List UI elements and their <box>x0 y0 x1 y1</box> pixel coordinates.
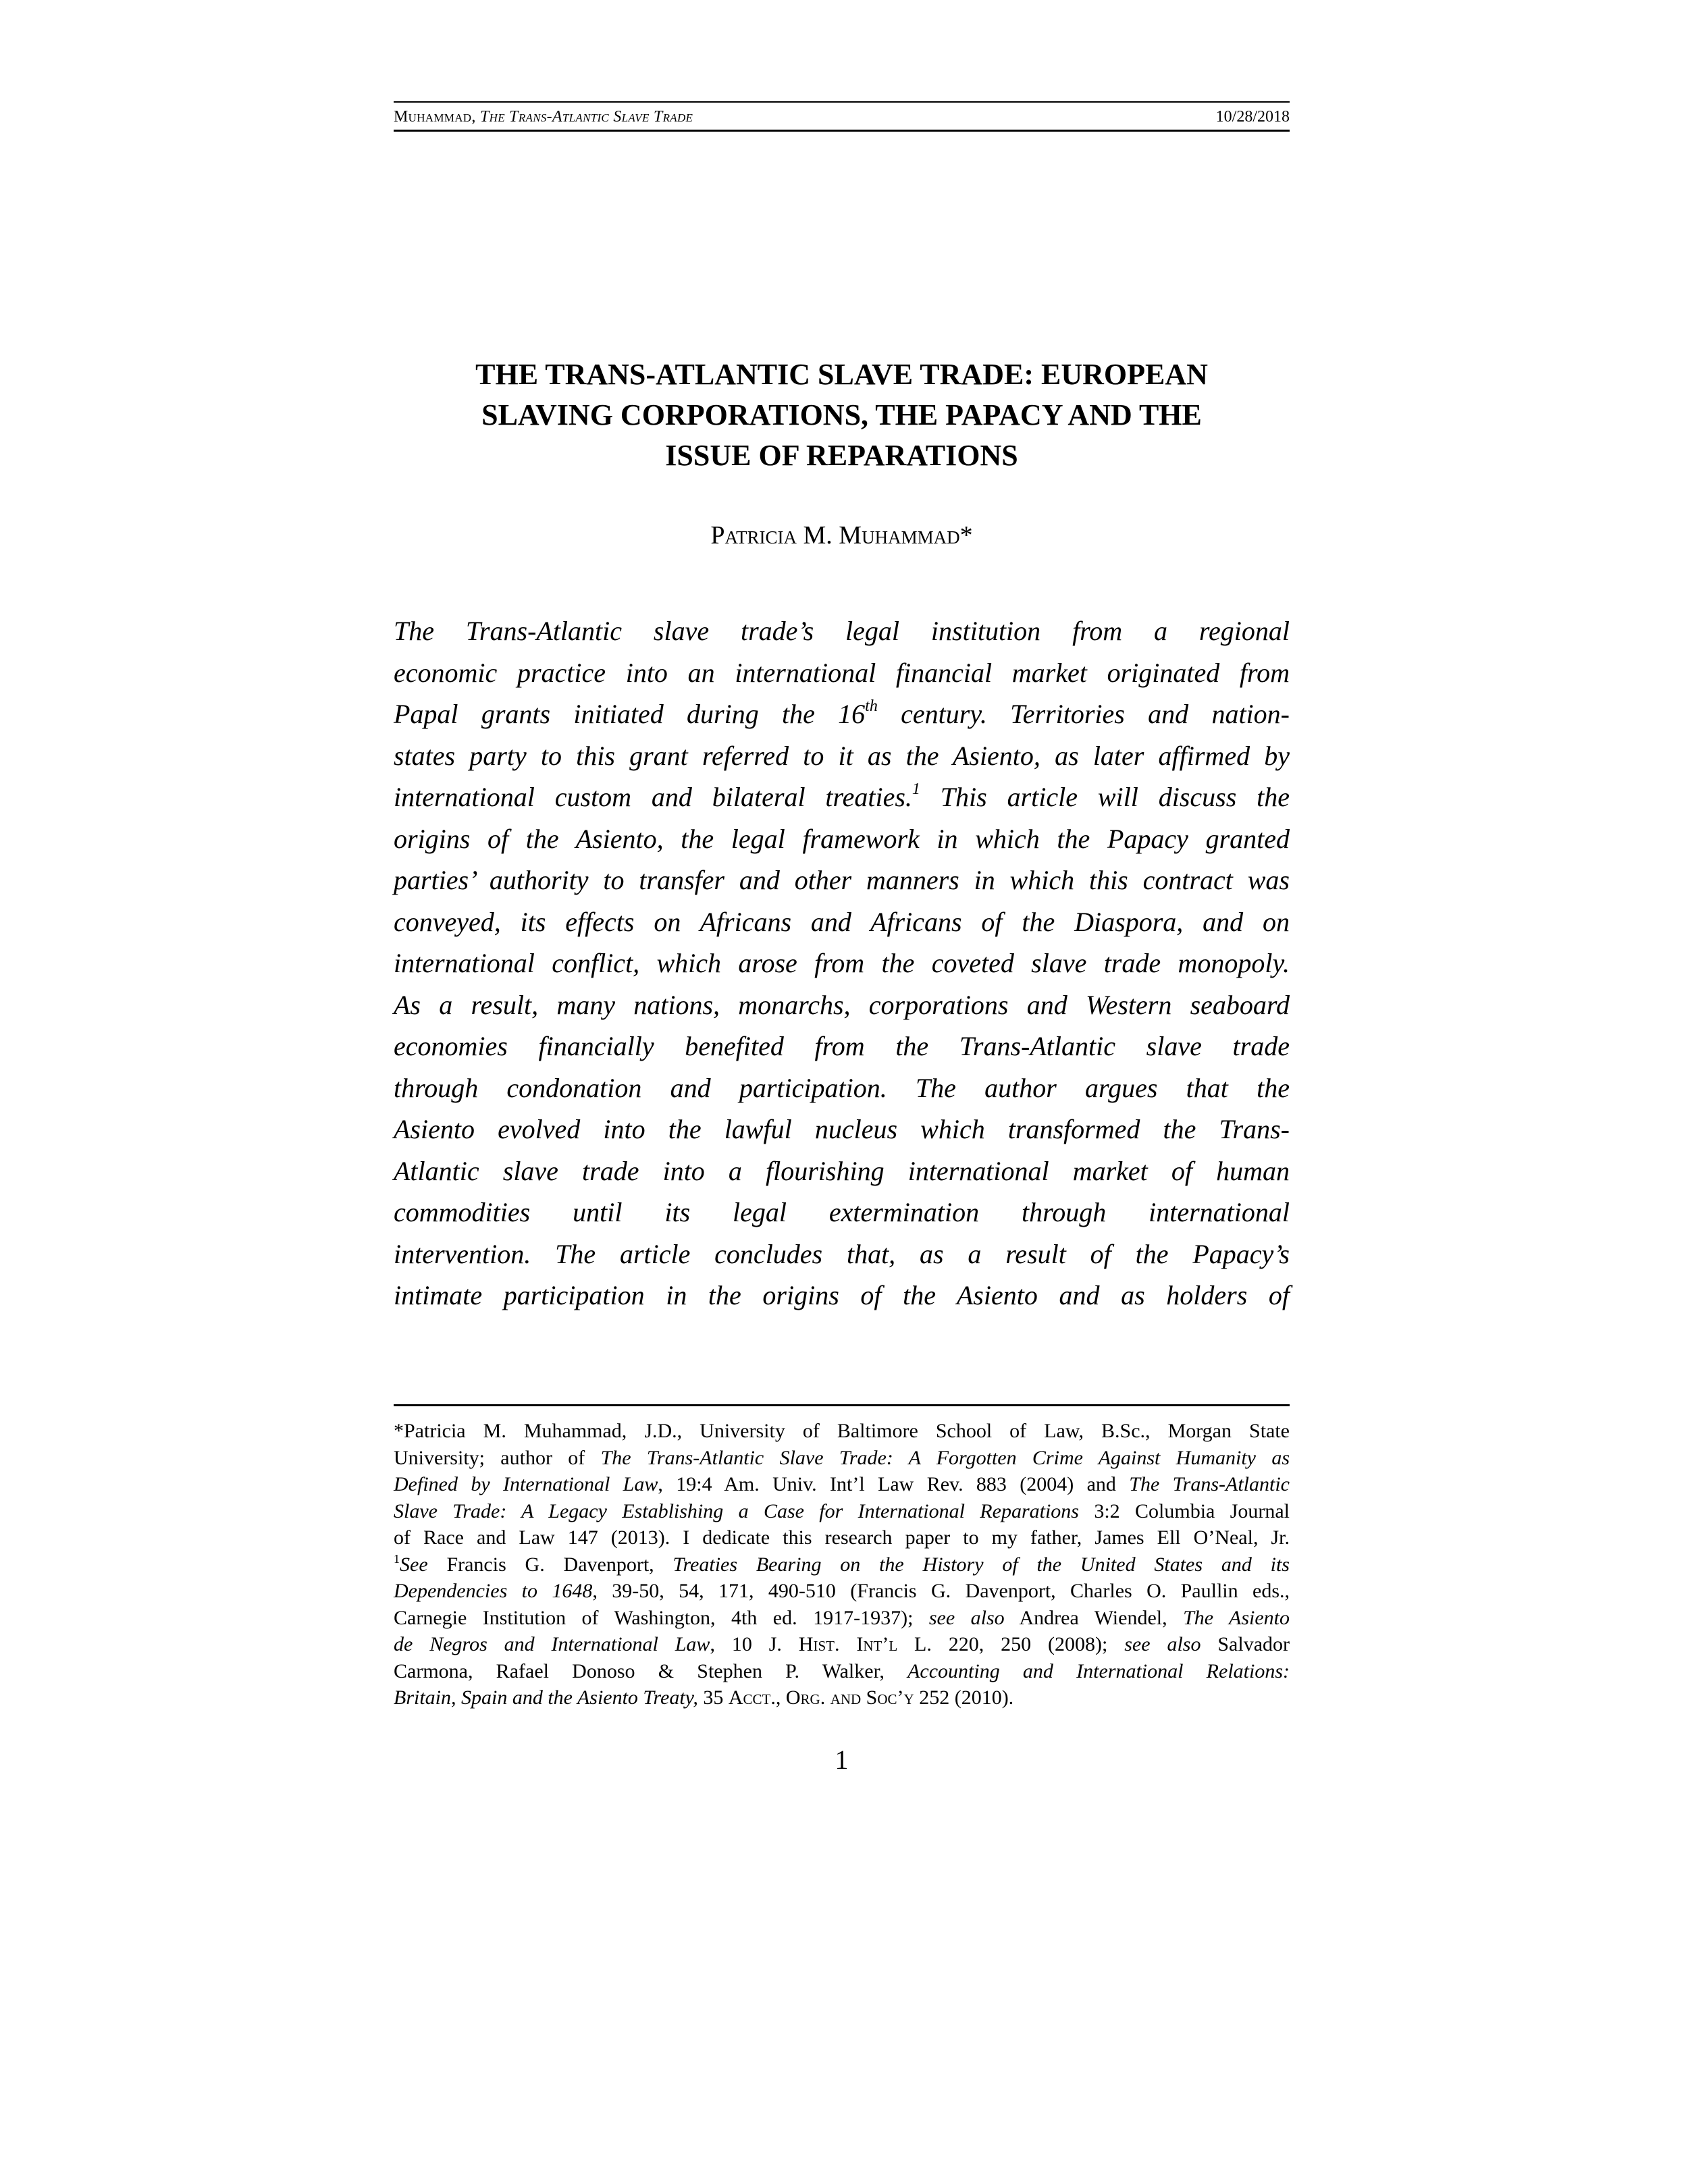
footnote-line <box>394 1445 1290 1472</box>
footnote-italic: Accounting and International Relations: <box>907 1659 1290 1682</box>
abstract-line: states party to this grant referred to it as the Asiento, as later affirmed by <box>394 740 1290 771</box>
header-top-rule <box>394 101 1290 103</box>
page-number: 1 <box>835 1744 849 1775</box>
superscript-ordinal: th <box>865 697 878 715</box>
footnote-text: Carmona, Rafael Donoso & Stephen P. Walker, <box>394 1659 908 1682</box>
footnote-text: 3:2 Columbia Journal <box>1078 1499 1290 1522</box>
footnote-italic: Treaties Bearing on the History of the United States and its <box>672 1553 1290 1576</box>
title-line: ISSUE OF REPARATIONS <box>665 439 1018 472</box>
running-header-title: The Trans-Atlantic Slave Trade <box>479 108 693 126</box>
footnote-text: 35 <box>697 1686 729 1709</box>
article-title <box>394 354 1290 476</box>
footnote-italic: The Asiento <box>1183 1606 1290 1629</box>
abstract <box>394 610 1290 1316</box>
footnote-line <box>394 1658 1290 1685</box>
footnote-text: Carnegie Institution of Washington, 4th ed. 1917-1937); <box>394 1606 929 1629</box>
title-line: THE TRANS-ATLANTIC SLAVE TRADE: EUROPEAN <box>475 358 1208 391</box>
abstract-line: intervention. The article concludes that, as a result of the Papacy’s <box>394 1238 1290 1269</box>
abstract-line: through condonation and participation. The author argues that the <box>394 1072 1290 1103</box>
title-line: SLAVING CORPORATIONS, THE PAPACY AND THE <box>481 398 1202 431</box>
footnote-text: , 19:4 Am. Univ. Int’l Law Rev. 883 (2004) and <box>658 1473 1130 1495</box>
footnote-line <box>394 1498 1290 1525</box>
footnote-italic: see also <box>928 1606 1005 1629</box>
abstract-line: Atlantic slave trade into a flourishing international market of human <box>394 1155 1290 1186</box>
footnote-marker: 1 <box>394 1551 400 1566</box>
abstract-text: Papal grants initiated during the 16 <box>394 699 866 729</box>
footnote-separator <box>394 1404 1290 1406</box>
footnote-smallcaps: Acct., Org. and Soc’y <box>728 1686 914 1709</box>
running-header-left <box>394 105 693 129</box>
footnote-italic: Dependencies to 1648 <box>394 1580 593 1602</box>
abstract-line <box>394 693 1290 735</box>
footnote-line <box>394 1471 1290 1498</box>
footnote-line: of Race and Law 147 (2013). I dedicate this research paper to my father, James Ell O’Neal, Jr. <box>394 1526 1290 1549</box>
abstract-line: The Trans-Atlantic slave trade’s legal institution from a regional <box>394 616 1290 646</box>
footnote-text: University; author of <box>394 1446 601 1469</box>
footnote-text: Andrea Wiendel, <box>1004 1606 1184 1629</box>
abstract-line: Asiento evolved into the lawful nucleus which transformed the Trans- <box>394 1114 1290 1144</box>
footnote-text: Salvador <box>1201 1633 1290 1655</box>
footnote-line: *Patricia M. Muhammad, J.D., University of Baltimore School of Law, B.Sc., Morgan State <box>394 1420 1290 1442</box>
abstract-line: parties’ authority to transfer and other manners in which this contract was <box>394 865 1290 895</box>
header-bottom-rule <box>394 130 1290 132</box>
footnote-line <box>394 1551 1290 1578</box>
footnotes <box>394 1418 1290 1711</box>
footnote-italic: Defined by International Law <box>394 1473 658 1495</box>
abstract-text: century. Territories and nation- <box>877 699 1290 729</box>
footnote-ref[interactable]: 1 <box>912 780 920 798</box>
abstract-text: international custom and bilateral treaties. <box>394 782 912 812</box>
abstract-line <box>394 776 1290 818</box>
abstract-line: economies financially benefited from the Trans-Atlantic slave trade <box>394 1031 1290 1061</box>
footnote-text: Francis G. Davenport, <box>427 1553 673 1576</box>
footnote-line <box>394 1631 1290 1658</box>
footnote-line <box>394 1684 1290 1711</box>
footnote-text: , 10 J. <box>710 1633 799 1655</box>
abstract-text: This article will discuss the <box>920 782 1290 812</box>
footnote-text: , 39-50, 54, 171, 490-510 (Francis G. Davenport, Charles O. Paullin eds., <box>592 1580 1290 1602</box>
footnote-italic: see also <box>1124 1633 1201 1655</box>
footnote-smallcaps: Hist. Int’l <box>798 1633 898 1655</box>
footnote-line <box>394 1605 1290 1632</box>
footnote-italic: Slave Trade: A Legacy Establishing a Case for International Reparations <box>394 1499 1079 1522</box>
abstract-line: commodities until its legal extermination through international <box>394 1197 1290 1227</box>
abstract-line: intimate participation in the origins of the Asiento and as holders of <box>394 1280 1290 1310</box>
abstract-line: origins of the Asiento, the legal framework in which the Papacy granted <box>394 823 1290 854</box>
footnote-italic: Britain, Spain and the Asiento Treaty, <box>394 1686 698 1709</box>
footnote-italic: See <box>400 1553 428 1576</box>
footnote-italic: de Negros and International Law <box>394 1633 710 1655</box>
running-header-date: 10/28/2018 <box>1215 108 1290 126</box>
footnote-line <box>394 1578 1290 1605</box>
abstract-line: international conflict, which arose from the coveted slave trade monopoly. <box>394 948 1290 978</box>
footnote-text: L. 220, 250 (2008); <box>897 1633 1125 1655</box>
abstract-line: conveyed, its effects on Africans and Africans of the Diaspora, and on <box>394 906 1290 937</box>
running-header-author: Muhammad, <box>394 108 476 126</box>
footnote-italic: The Trans-Atlantic Slave Trade: A Forgotten Crime Against Humanity as <box>600 1446 1290 1469</box>
footnote-italic: The Trans-Atlantic <box>1129 1473 1290 1495</box>
abstract-line: As a result, many nations, monarchs, corporations and Western seaboard <box>394 989 1290 1020</box>
abstract-line: economic practice into an international financial market originated from <box>394 657 1290 688</box>
footnote-text: 252 (2010). <box>914 1686 1014 1709</box>
author-byline: Patricia M. Muhammad* <box>710 521 973 550</box>
